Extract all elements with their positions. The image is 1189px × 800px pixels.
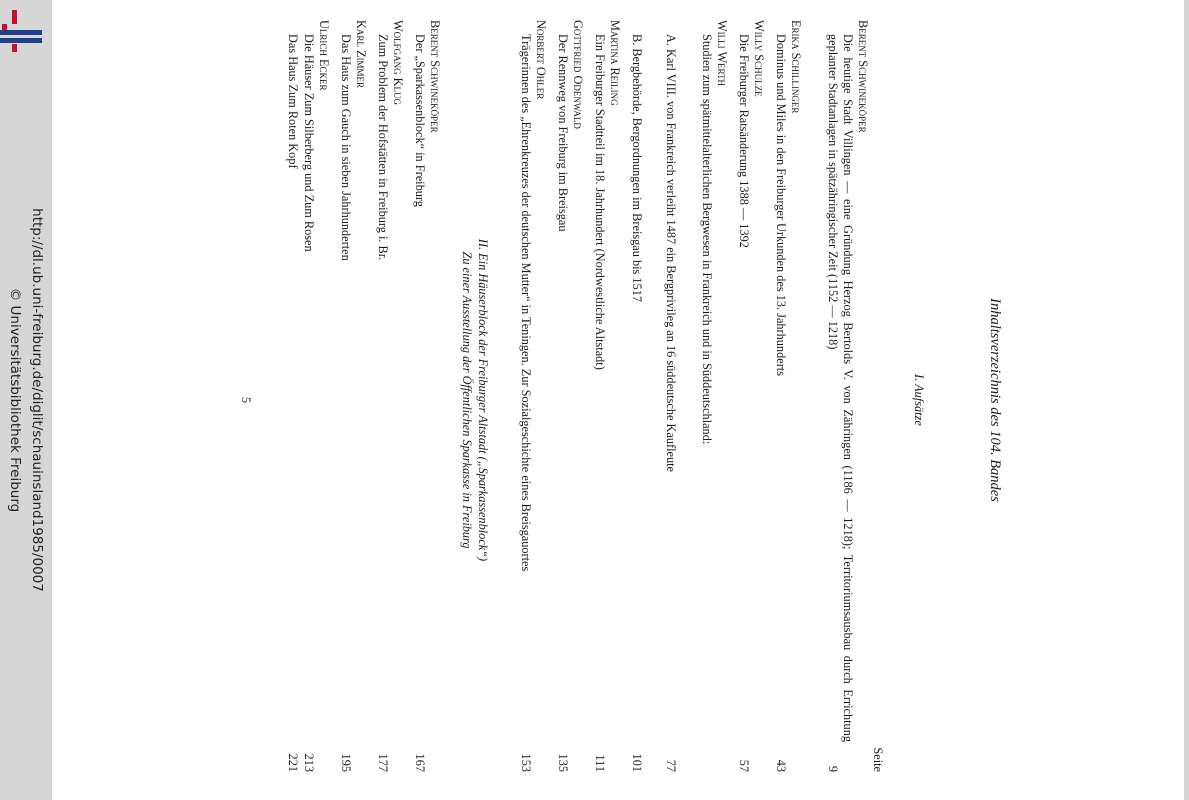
entry-title: Studien zum spätmittelalterlichen Bergwesen in Frankreich und in Süddeutschland: (700, 34, 714, 445)
entry-title: A. Karl VIII. von Frankreich verleiht 1487 ein Bergprivileg an 16 süddeutsche Kaufleute (664, 34, 678, 473)
author-name: Karl Zimmer (354, 20, 368, 88)
toc-entry (518, 34, 533, 772)
entry-title: Die Häuser Zum Silberberg und Zum Rosen (302, 34, 316, 252)
author-name: Gottfried Odenwald (571, 20, 585, 129)
scanned-page (228, 20, 1008, 780)
entry-page: 135 (556, 753, 570, 772)
entry-page: 213 (302, 753, 316, 772)
author-name: Wolfgang Klug (391, 20, 405, 106)
author-name: Erika Schillinger (789, 20, 803, 114)
entry-page: 221 (286, 753, 300, 772)
toc-entry (773, 34, 788, 772)
author-name: Willi Werth (715, 20, 729, 87)
entry-title: Dominus und Miles in den Freiburger Urkunden des 13. Jahrhunderts (774, 34, 788, 376)
entry-title: Der Rennweg von Freiburg im Breisgau (556, 34, 570, 232)
page-viewer (52, 0, 1184, 800)
page-title: Inhaltsverzeichnis des 104. Bandes (987, 298, 1003, 502)
entry-page: 167 (413, 753, 427, 772)
section-subheading-2: Zu einer Ausstellung der Öffentlichen Sparkasse in Freiburg (460, 251, 474, 549)
entry-title: Zum Problem der Hofstätten in Freiburg i. Br. (376, 34, 390, 261)
entry-title: Das Haus Zum Roten Kopf (286, 34, 300, 169)
ub-freiburg-logo-icon[interactable] (0, 8, 46, 52)
toc-entry (699, 34, 714, 772)
entry-page: 43 (774, 759, 788, 772)
author-name: Berent Schwineköper (428, 20, 442, 133)
author-name: Ulrich Ecker (317, 20, 331, 91)
author-name: Berent Schwineköper (856, 20, 870, 133)
toc-entry (663, 34, 678, 772)
entry-page: 177 (376, 753, 390, 772)
entry-title: B. Bergbehörde, Bergordnungen im Breisgau bis 1517 (630, 34, 644, 302)
entry-title: Die heutige Stadt Villingen — eine Gründung Herzog Bertolds V. von Zähringen (1186 — 1218); Territoriumsausbau durch Errichtung geplanter Stadtanlagen in spätzähringischer Zeit (1152 — 1218) (826, 34, 855, 742)
toc-entry (825, 34, 855, 772)
entry-page: 101 (630, 753, 644, 772)
toc-entry (375, 34, 390, 772)
entry-title: Die Freiburger Ratsänderung 1388 — 1392 (737, 34, 751, 248)
entry-title: Das Haus zum Gauch in sieben Jahrhunderten (339, 34, 353, 261)
entry-page: 111 (593, 754, 607, 772)
toc-entry (338, 34, 353, 772)
seite-label: Seite (871, 747, 885, 772)
section-heading-1: I. Aufsätze (912, 374, 926, 426)
section-heading-2: II. Ein Häuserblock der Freiburger Altstadt („Sparkassenblock“) (476, 238, 490, 562)
entry-title: Ein Freiburger Stadtteil im 18. Jahrhundert (Nordwestliche Altstadt) (593, 34, 607, 370)
author-name: Willy Schulze (752, 20, 766, 97)
page-number: 5 (239, 396, 253, 404)
toc-entry (285, 34, 300, 772)
copyright-notice: © Universitätsbibliothek Freiburg (7, 287, 23, 513)
toc-entry (629, 34, 644, 772)
entry-page: 57 (737, 759, 751, 772)
entry-page: 195 (339, 753, 353, 772)
entry-title: Trägerinnen des „Ehrenkreuzes der deutschen Mutter“ in Teningen. Zur Sozialgeschichte eines Breisgauortes (519, 34, 533, 572)
entry-page: 9 (826, 765, 840, 772)
toc-entry (592, 34, 607, 772)
toc-entry (736, 34, 751, 772)
entry-page: 77 (664, 759, 678, 772)
author-name: Martina Reiling (608, 20, 622, 106)
entry-title: Der „Sparkassenblock“ in Freiburg (413, 34, 427, 207)
author-name: Norbert Ohler (534, 20, 548, 100)
sidebar-caption (4, 208, 48, 592)
toc-entry (555, 34, 570, 772)
toc-entry (301, 34, 316, 772)
scrollbar-track[interactable] (1184, 0, 1189, 800)
entry-page: 153 (519, 753, 533, 772)
viewer-sidebar (0, 0, 52, 800)
source-url[interactable]: http://dl.ub.uni-freiburg.de/diglit/schauinsland1985/0007 (29, 208, 45, 592)
toc-entry (412, 34, 427, 772)
